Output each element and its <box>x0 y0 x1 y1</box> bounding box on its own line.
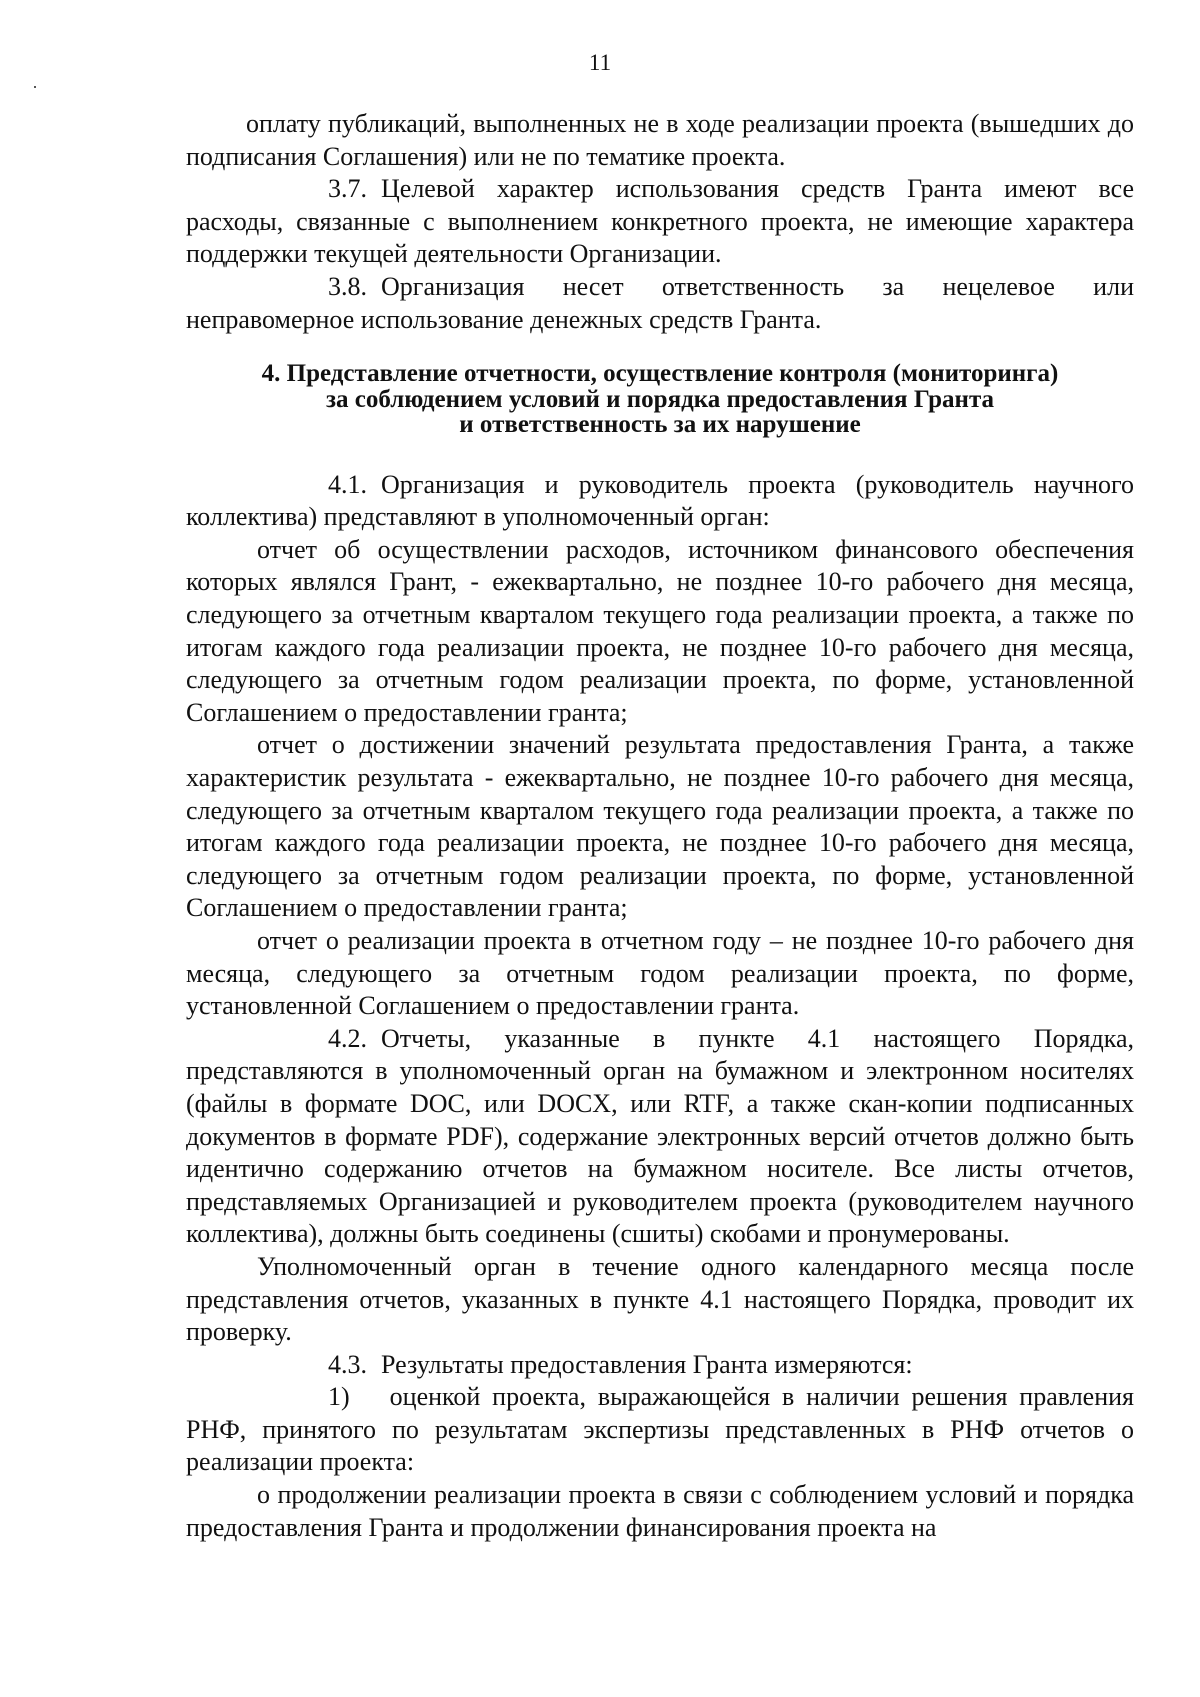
paragraph-review <box>186 1251 1134 1349</box>
paragraph-annual-report <box>186 925 1134 1023</box>
section-heading <box>186 361 1134 438</box>
page-number: 11 <box>588 50 612 75</box>
paragraph-text: оплату публикаций, выполненных не в ходе реализации проекта (вышедших до подписания Соглашения) или не по тематике проекта. <box>186 109 1134 171</box>
paragraph-text: о продолжении реализации проекта в связи с соблюдением условий и порядка предоставления Гранта и продолжении финансирования проекта на <box>186 1480 1134 1542</box>
paragraph-text: отчет о реализации проекта в отчетном году – не позднее 10-го рабочего дня месяца, следующего за отчетным годом реализации проекта, по форме, установленной Соглашением о предоставлении гранта. <box>186 925 1134 1021</box>
heading-line-2: за соблюдением условий и порядка предоставления Гранта <box>325 385 995 413</box>
paragraph-4-3 <box>186 1349 1134 1382</box>
heading-line-3: и ответственность за их нарушение <box>459 411 861 439</box>
paragraph-text: Отчеты, указанные в пункте 4.1 настоящего Порядка, представляются в уполномоченный орган на бумажном и электронном носителях (файлы в формате DOC, или DOCX, или RTF, а также скан-копии подписанных документов в формате PDF), содержание электронных версий отчетов должно быть идентично содержанию отчетов на бумажном носителе. Все листы отчетов, представляемых Организацией и руководителем проекта (руководителем научного коллектива), должны быть соединены (сшиты) скобами и пронумерованы. <box>186 1023 1134 1249</box>
spacer <box>186 438 1134 469</box>
paragraph-4-2 <box>186 1023 1134 1251</box>
paragraph-3-7 <box>186 173 1134 271</box>
paragraph-text: отчет об осуществлении расходов, источником финансового обеспечения которых являлся Грант, - ежеквартально, не позднее 10-го рабочего дня месяца, следующего за отчетным кварталом текущего года реализации проекта, а также по итогам каждого года реализации проекта, не позднее 10-го рабочего дня месяца, следующего за отчетным годом реализации проекта, по форме, установленной Соглашением о предоставлении гранта; <box>186 534 1134 727</box>
scan-speck <box>34 86 36 88</box>
paragraph-item-1 <box>186 1381 1134 1479</box>
document-body <box>186 108 1134 1544</box>
heading-line-1: 4. Представление отчетности, осуществление контроля (мониторинга) <box>261 360 1059 388</box>
paragraph-publication-payment <box>186 108 1134 173</box>
clause-number: 3.8. <box>328 271 367 301</box>
clause-number: 4.3. <box>328 1349 367 1379</box>
paragraph-text: оценкой проекта, выражающейся в наличии решения правления РНФ, принятого по результатам экспертизы представленных в РНФ отчетов о реализации проекта: <box>186 1382 1134 1477</box>
paragraph-4-1 <box>186 469 1134 534</box>
spacer <box>186 336 1134 361</box>
clause-number: 3.7. <box>328 174 367 204</box>
paragraph-text: Уполномоченный орган в течение одного календарного месяца после представления отчетов, указанных в пункте 4.1 настоящего Порядка, проводит их проверку. <box>186 1251 1134 1347</box>
paragraph-text: Целевой характер использования средств Гранта имеют все расходы, связанные с выполнением конкретного проекта, не имеющие характера поддержки текущей деятельности Организации. <box>186 174 1134 269</box>
paragraph-continuation <box>186 1479 1134 1544</box>
paragraph-expenses-report <box>186 534 1134 730</box>
paragraph-results-report <box>186 729 1134 925</box>
paragraph-text: Результаты предоставления Гранта измеряются: <box>381 1349 913 1379</box>
paragraph-3-8 <box>186 271 1134 336</box>
list-number: 1) <box>328 1382 350 1412</box>
paragraph-text: Организация и руководитель проекта (руководитель научного коллектива) представляют в уполномоченный орган: <box>186 469 1134 532</box>
paragraph-text: Организация несет ответственность за нецелевое или неправомерное использование денежных средств Гранта. <box>186 271 1134 334</box>
paragraph-text: отчет о достижении значений результата предоставления Гранта, а также характеристик результата - ежеквартально, не позднее 10-го рабочего дня месяца, следующего за отчетным кварталом текущего года реализации проекта, а также по итогам каждого года реализации проекта, не позднее 10-го рабочего дня месяца, следующего за отчетным годом реализации проекта, по форме, установленной Соглашением о предоставлении гранта; <box>186 730 1134 923</box>
clause-number: 4.1. <box>328 469 367 499</box>
clause-number: 4.2. <box>328 1023 367 1053</box>
